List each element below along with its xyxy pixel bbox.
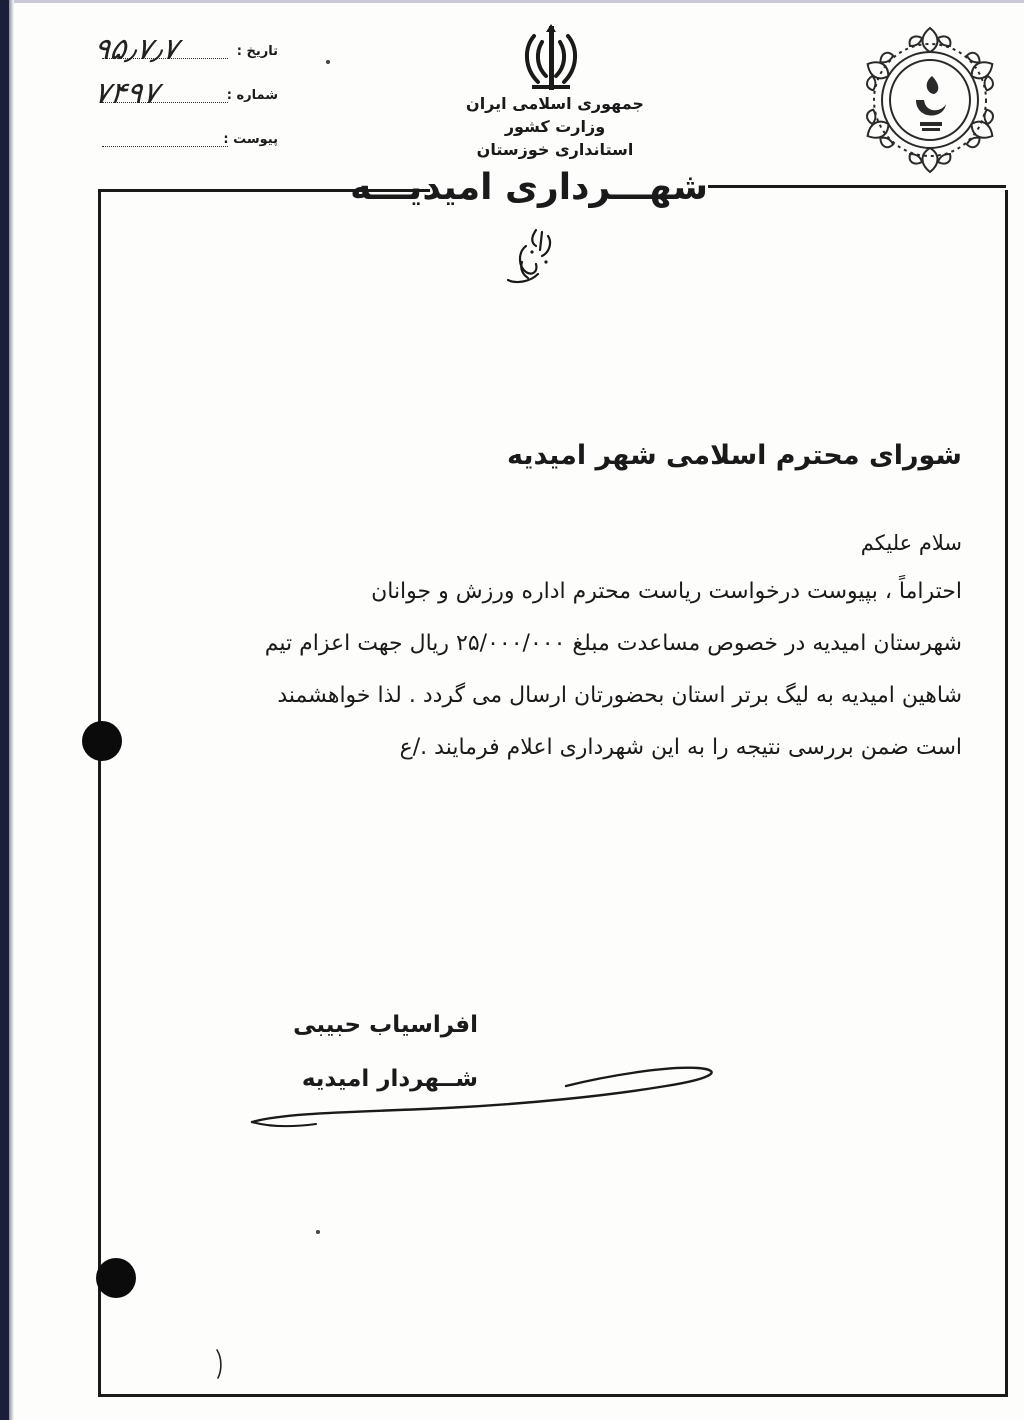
bismillah-calligraphy-icon	[496, 222, 566, 292]
scan-left-edge-shadow	[9, 0, 14, 1420]
page-frame	[98, 190, 1008, 1397]
punch-hole-upper	[82, 721, 122, 761]
gov-line-country: جمهوری اسلامی ایران	[466, 94, 644, 113]
number-label: شماره :	[226, 88, 278, 103]
letter-addressee: شورای محترم اسلامی شهر امیدیه	[506, 440, 962, 471]
letter-greeting: سلام علیکم	[860, 531, 962, 555]
letter-body	[152, 566, 962, 774]
gov-line-province: استانداری خوزستان	[476, 140, 634, 159]
government-header	[440, 92, 670, 161]
attachment-label: پیوست :	[223, 132, 278, 147]
number-row	[88, 76, 288, 111]
signatory-title: شــهردار امیدیه	[301, 1066, 478, 1092]
scan-left-edge	[0, 0, 9, 1420]
letter-body-line: شهرستان امیدیه در خصوص مساعدت مبلغ ۲۵/۰۰۰/۰۰۰ ریال جهت اعزام تیم	[264, 631, 962, 656]
iran-emblem-icon	[520, 22, 582, 94]
punch-hole-lower	[96, 1258, 136, 1298]
municipality-title: شهـــرداری امیدیـــه	[350, 167, 708, 208]
signatory-name: افراسیاب حبیبی	[293, 1012, 478, 1038]
header-rule-right	[708, 185, 1006, 188]
letter-body-line: شاهین امیدیه به لیگ برتر استان بحضورتان ارسال می گردد . لذا خواهشمند	[277, 683, 962, 708]
date-label: تاریخ :	[236, 44, 278, 59]
stray-pen-mark	[214, 1348, 224, 1380]
date-row	[88, 32, 288, 67]
date-value: ۹۵٫۷٫۷	[91, 32, 181, 67]
bismillah-handwriting	[496, 222, 566, 292]
gov-line-ministry: وزارت کشور	[504, 117, 606, 136]
municipality-logo-icon	[852, 22, 1008, 178]
handwritten-signature-icon	[246, 1052, 726, 1132]
letter-body-line: احتراماً ، بپیوست درخواست ریاست محترم اداره ورزش و جوانان	[371, 579, 962, 604]
attachment-row	[88, 122, 288, 152]
letter-body-line: است ضمن بررسی نتیجه را به این شهرداری اعلام فرمایند ./ع	[399, 735, 962, 760]
attachment-dotted-line	[102, 146, 228, 147]
number-value: ۷۴۹۷	[91, 76, 161, 111]
stray-dot	[326, 60, 330, 64]
scan-top-edge	[0, 0, 1024, 3]
stray-dot	[316, 1230, 320, 1234]
